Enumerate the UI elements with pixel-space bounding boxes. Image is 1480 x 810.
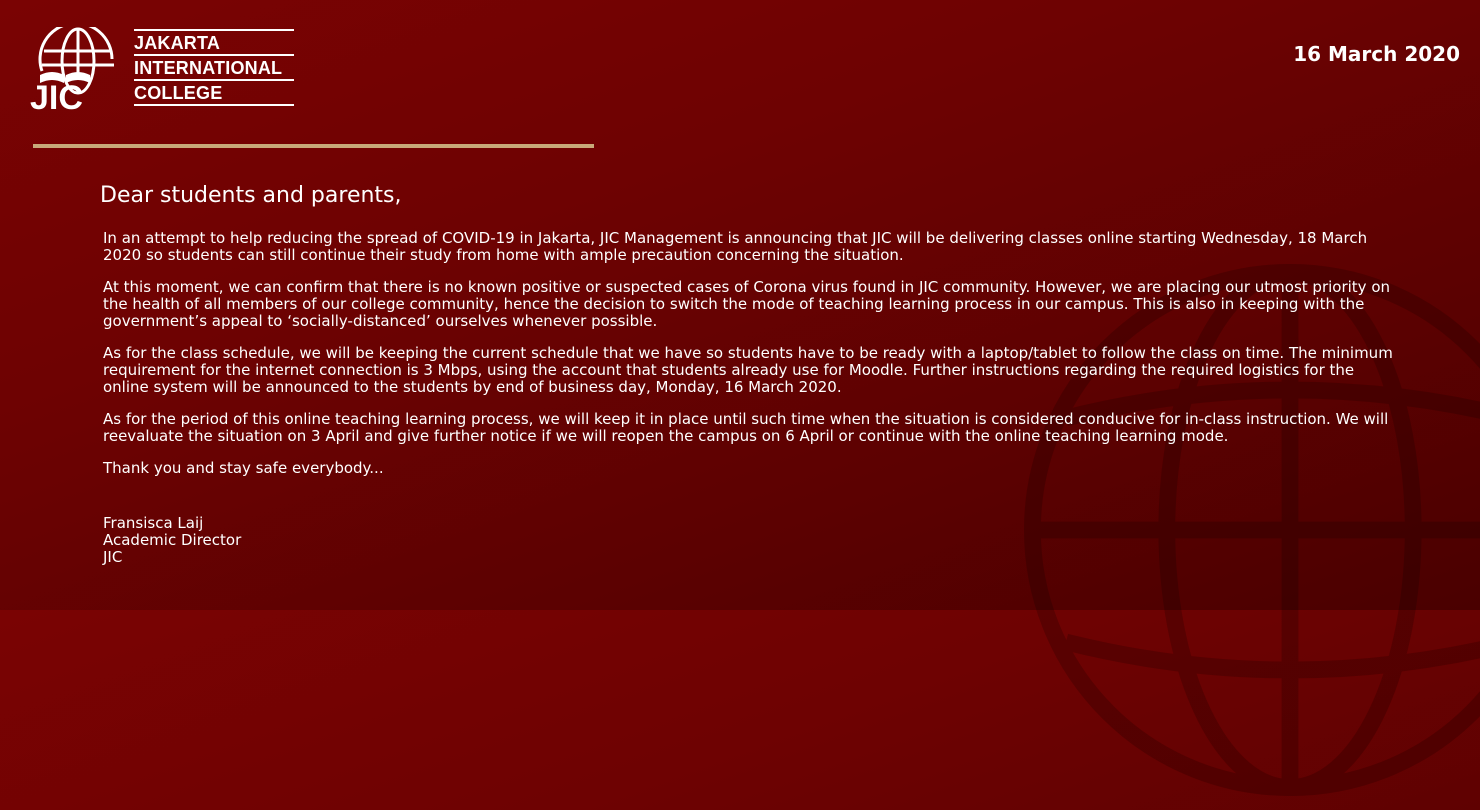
globe-icon [28, 27, 132, 111]
greeting: Dear students and parents, [100, 183, 402, 208]
paragraph: As for the class schedule, we will be keeping the current schedule that we have so students have to be ready with a laptop/tablet to follow the class on time. The minimum requirement for the internet connection is 3 Mbps, using the account that students already use for Moodle. Further instructions regarding the required logistics for the online system will be announced to the students by end of business day, Monday, 16 March 2020. [103, 344, 1393, 396]
letter-body [103, 230, 1403, 492]
paragraph: Thank you and stay safe everybody... [103, 459, 384, 477]
signature [103, 515, 241, 566]
signature-org: JIC [103, 548, 123, 566]
college-name [134, 29, 294, 106]
paragraph: In an attempt to help reducing the spread of COVID-19 in Jakarta, JIC Management is announcing that JIC will be delivering classes online starting Wednesday, 18 March 2020 so students can still continue their study from home with ample precaution concerning the situation. [103, 229, 1368, 264]
signature-name: Fransisca Laij [103, 514, 204, 532]
header-divider [33, 144, 594, 148]
college-name-line: COLLEGE [134, 79, 294, 106]
signature-title: Academic Director [103, 531, 242, 549]
college-logo [28, 27, 283, 111]
letter-date: 16 March 2020 [1293, 42, 1460, 66]
logo-abbreviation: JIC [30, 79, 83, 111]
paragraph: As for the period of this online teaching learning process, we will keep it in place until such time when the situation is considered conducive for in-class instruction. We will reevaluate the situation on 3 April and give further notice if we will reopen the campus on 6 April or continue with the online teaching learning mode. [103, 410, 1389, 445]
college-name-line: INTERNATIONAL [134, 54, 294, 79]
paragraph: At this moment, we can confirm that there is no known positive or suspected cases of Corona virus found in JIC community. However, we are placing our utmost priority on the health of all members of our college community, hence the decision to switch the mode of teaching learning process in our campus. This is also in keeping with the government’s appeal to ‘socially-distanced’ ourselves whenever possible. [103, 278, 1391, 330]
college-name-line: JAKARTA [134, 29, 294, 54]
